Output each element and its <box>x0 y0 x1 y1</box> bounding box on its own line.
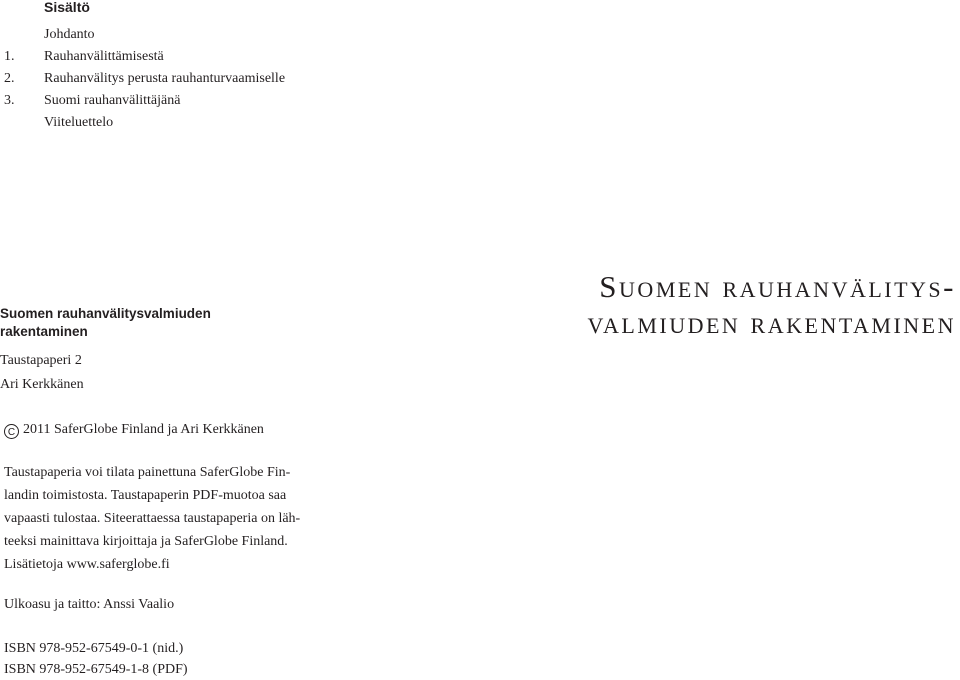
copyright-icon: C <box>4 424 19 439</box>
notice-line: Taustapaperia voi tilata painettuna SaferGlobe Fin- <box>4 465 291 480</box>
notice-line: teeksi mainittava kirjoittaja ja SaferGlobe Finland. <box>4 534 288 549</box>
publication-title-line2: rakentaminen <box>0 324 88 339</box>
layout-credit: Ulkoasu ja taitto: Anssi Vaalio <box>4 597 175 612</box>
notice-line: Lisätietoja www.saferglobe.fi <box>4 557 170 572</box>
toc-heading: Sisältö <box>44 0 90 15</box>
toc-item-label: Rauhanvälittämisestä <box>44 49 164 64</box>
notice-line: landin toimistosta. Taustapaperin PDF-muotoa saa <box>4 488 287 503</box>
toc-item-number: 3. <box>4 93 15 108</box>
isbn-pdf: ISBN 978-952-67549-1-8 (PDF) <box>4 662 188 677</box>
isbn-print: ISBN 978-952-67549-0-1 (nid.) <box>4 641 184 656</box>
toc-item-number: 1. <box>4 49 15 64</box>
author-name: Ari Kerkkänen <box>0 377 84 392</box>
toc-item-label: Viiteluettelo <box>44 115 114 130</box>
series-label: Taustapaperi 2 <box>0 353 82 368</box>
cover-title-line2: valmiuden rakentaminen <box>587 305 956 340</box>
cover-title-line1: Suomen rauhanvälitys- <box>599 269 956 304</box>
toc-item-label: Rauhanvälitys perusta rauhanturvaamiselle <box>44 71 286 86</box>
notice-line: vapaasti tulostaa. Siteerattaessa taustapaperia on läh- <box>4 511 301 526</box>
copyright-line <box>4 420 264 440</box>
toc-item-number: 2. <box>4 71 15 86</box>
toc-item-label: Johdanto <box>44 27 95 42</box>
copyright-text: 2011 SaferGlobe Finland ja Ari Kerkkänen <box>23 422 264 437</box>
toc-item-label: Suomi rauhanvälittäjänä <box>44 93 181 108</box>
publication-title-line1: Suomen rauhanvälitysvalmiuden <box>0 306 211 321</box>
